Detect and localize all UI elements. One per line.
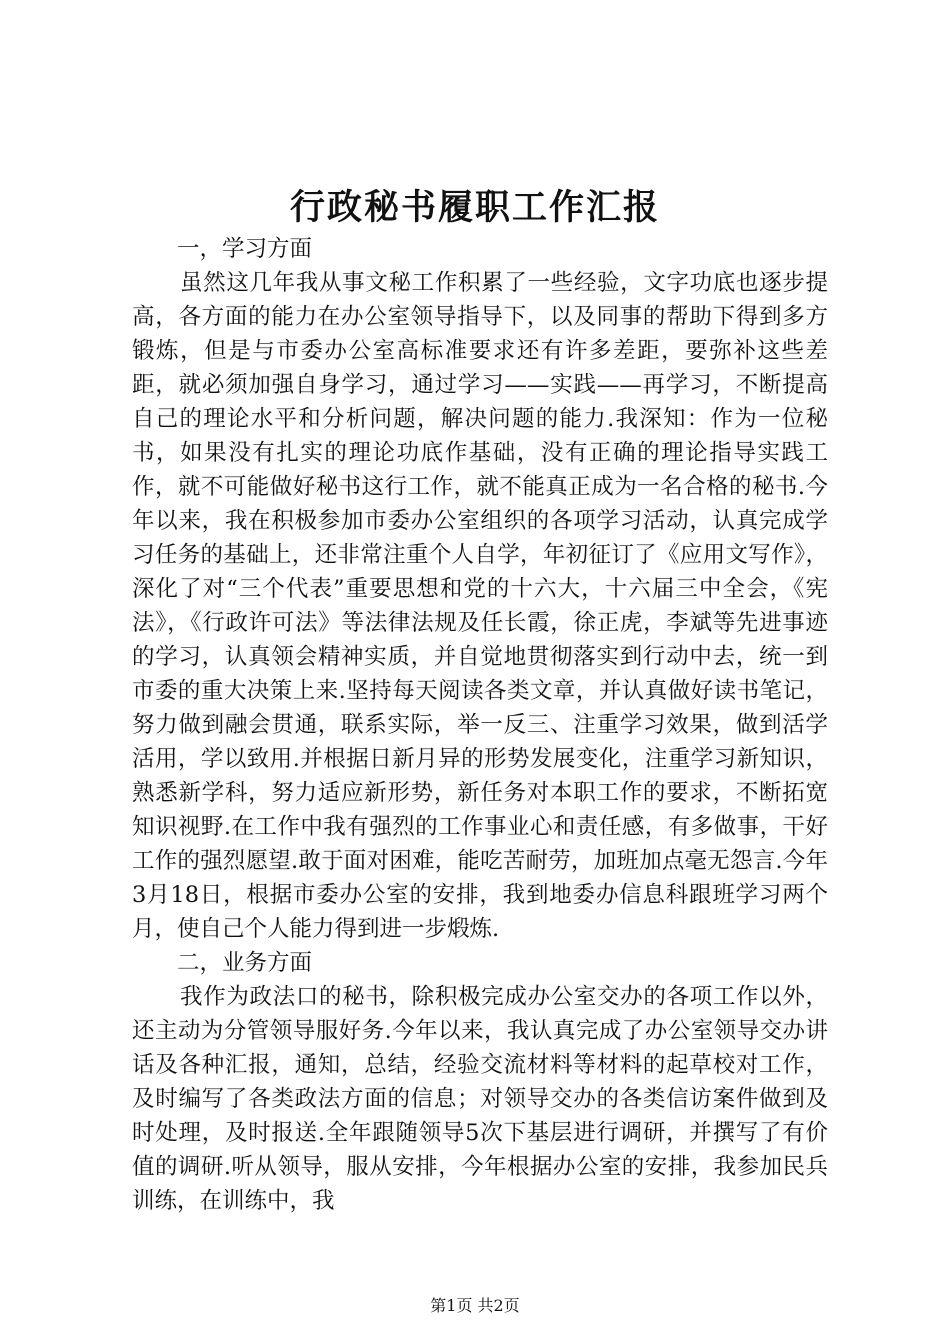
- page-number-footer: 第1页 共2页: [430, 1296, 520, 1315]
- section-heading-study: 一，学习方面: [177, 236, 313, 262]
- section-heading-business: 二，业务方面: [177, 950, 313, 976]
- section-paragraph-business: 我作为政法口的秘书，除积极完成办公室交办的各项工作以外，还主动为分管领导服好务.今年以来，我认真完成了办公室领导交办讲话及各种汇报，通知，总结，经验交流材料等材料的起草校对工作，及时编写了各类政法方面的信息；对领导交办的各类信访案件做到及时处理，及时报送.全年跟随领导5次下基层进行调研，并撰写了有价值的调研.听从领导，服从安排，今年根据办公室的安排，我参加民兵训练，在训练中，我: [132, 984, 828, 1214]
- document-body: [132, 232, 828, 1218]
- document-title: 行政秘书履职工作汇报: [289, 187, 660, 228]
- section-paragraph-study: 虽然这几年我从事文秘工作积累了一些经验，文字功底也逐步提高，各方面的能力在办公室领导指导下，以及同事的帮助下得到多方锻炼，但是与市委办公室高标准要求还有许多差距，要弥补这些差距，就必须加强自身学习，通过学习——实践——再学习，不断提高自己的理论水平和分析问题，解决问题的能力.我深知：作为一位秘书，如果没有扎实的理论功底作基础，没有正确的理论指导实践工作，就不可能做好秘书这行工作，就不能真正成为一名合格的秘书.今年以来，我在积极参加市委办公室组织的各项学习活动，认真完成学习任务的基础上，还非常注重个人自学，年初征订了《应用文写作》，深化了对“三个代表”重要思想和党的十六大，十六届三中全会，《宪法》，《行政许可法》等法律法规及任长霞，徐正虎，李斌等先进事迹的学习，认真领会精神实质，并自觉地贯彻落实到行动中去，统一到市委的重大决策上来.坚持每天阅读各类文章，并认真做好读书笔记，努力做到融会贯通，联系实际，举一反三、注重学习效果，做到活学活用，学以致用.并根据日新月异的形势发展变化，注重学习新知识，熟悉新学科，努力适应新形势，新任务对本职工作的要求，不断拓宽知识视野.在工作中我有强烈的工作事业心和责任感，有多做事，干好工作的强烈愿望.敢于面对困难，能吃苦耐劳，加班加点毫无怨言.今年3月18日，根据市委办公室的安排，我到地委办信息科跟班学习两个月，使自己个人能力得到进一步煅炼.: [132, 270, 828, 942]
